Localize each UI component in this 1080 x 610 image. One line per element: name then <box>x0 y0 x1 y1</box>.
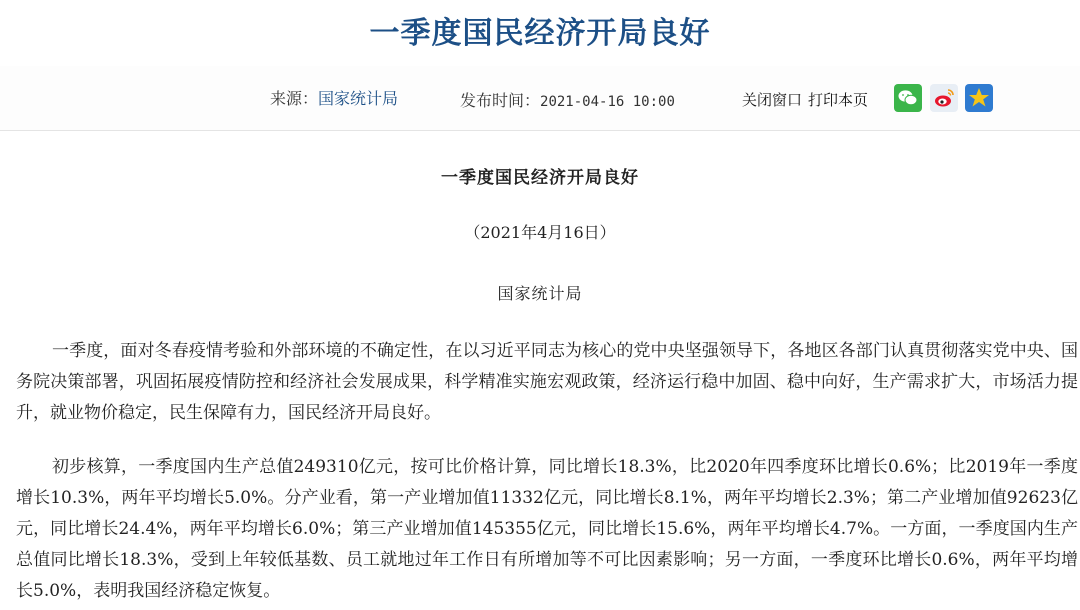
qzone-share-icon[interactable] <box>965 84 993 112</box>
source-link[interactable]: 国家统计局 <box>318 89 399 108</box>
wechat-share-icon[interactable] <box>894 84 922 112</box>
article-paragraph: 一季度，面对冬春疫情考验和外部环境的不确定性，在以习近平同志为核心的党中央坚强领导下，各地区各部门认真贯彻落实党中央、国务院决策部署，巩固拓展疫情防控和经济社会发展成果，科学精准实施宏观政策，经济运行稳中加固、稳中向好，生产需求扩大，市场活力提升，就业物价稳定，民生保障有力，国民经济开局良好。 <box>16 341 1078 423</box>
close-window-button[interactable]: 关闭窗口 <box>742 91 803 109</box>
article-org: 国家统计局 <box>497 284 583 303</box>
print-page-button[interactable]: 打印本页 <box>808 91 869 109</box>
weibo-share-icon[interactable] <box>930 84 958 112</box>
publish-time-label: 发布时间： <box>460 91 541 110</box>
source-info <box>270 86 398 109</box>
page-title: 一季度国民经济开局良好 <box>369 16 711 51</box>
page-tools <box>742 89 874 110</box>
publish-time <box>460 88 675 111</box>
article-title: 一季度国民经济开局良好 <box>441 168 639 188</box>
article-date: （2021年4月16日） <box>464 223 616 242</box>
header-divider <box>0 130 1080 131</box>
source-label: 来源： <box>270 89 319 108</box>
article-paragraph: 初步核算，一季度国内生产总值249310亿元，按可比价格计算，同比增长18.3%，比2020年四季度环比增长0.6%；比2019年一季度增长10.3%，两年平均增长5.0%。分产业看，第一产业增加值11332亿元，同比增长8.1%，两年平均增长2.3%；第二产业增加值92623亿元，同比增长24.4%，两年平均增长6.0%；第三产业增加值145355亿元，同比增长15.6%，两年平均增长4.7%。一方面，一季度国内生产总值同比增长18.3%，受到上年较低基数、员工就地过年工作日有所增加等不可比因素影响；另一方面，一季度环比增长0.6%，两年平均增长5.0%，表明我国经济稳定恢复。 <box>16 457 1078 601</box>
publish-time-value: 2021-04-16 10:00 <box>540 94 675 110</box>
